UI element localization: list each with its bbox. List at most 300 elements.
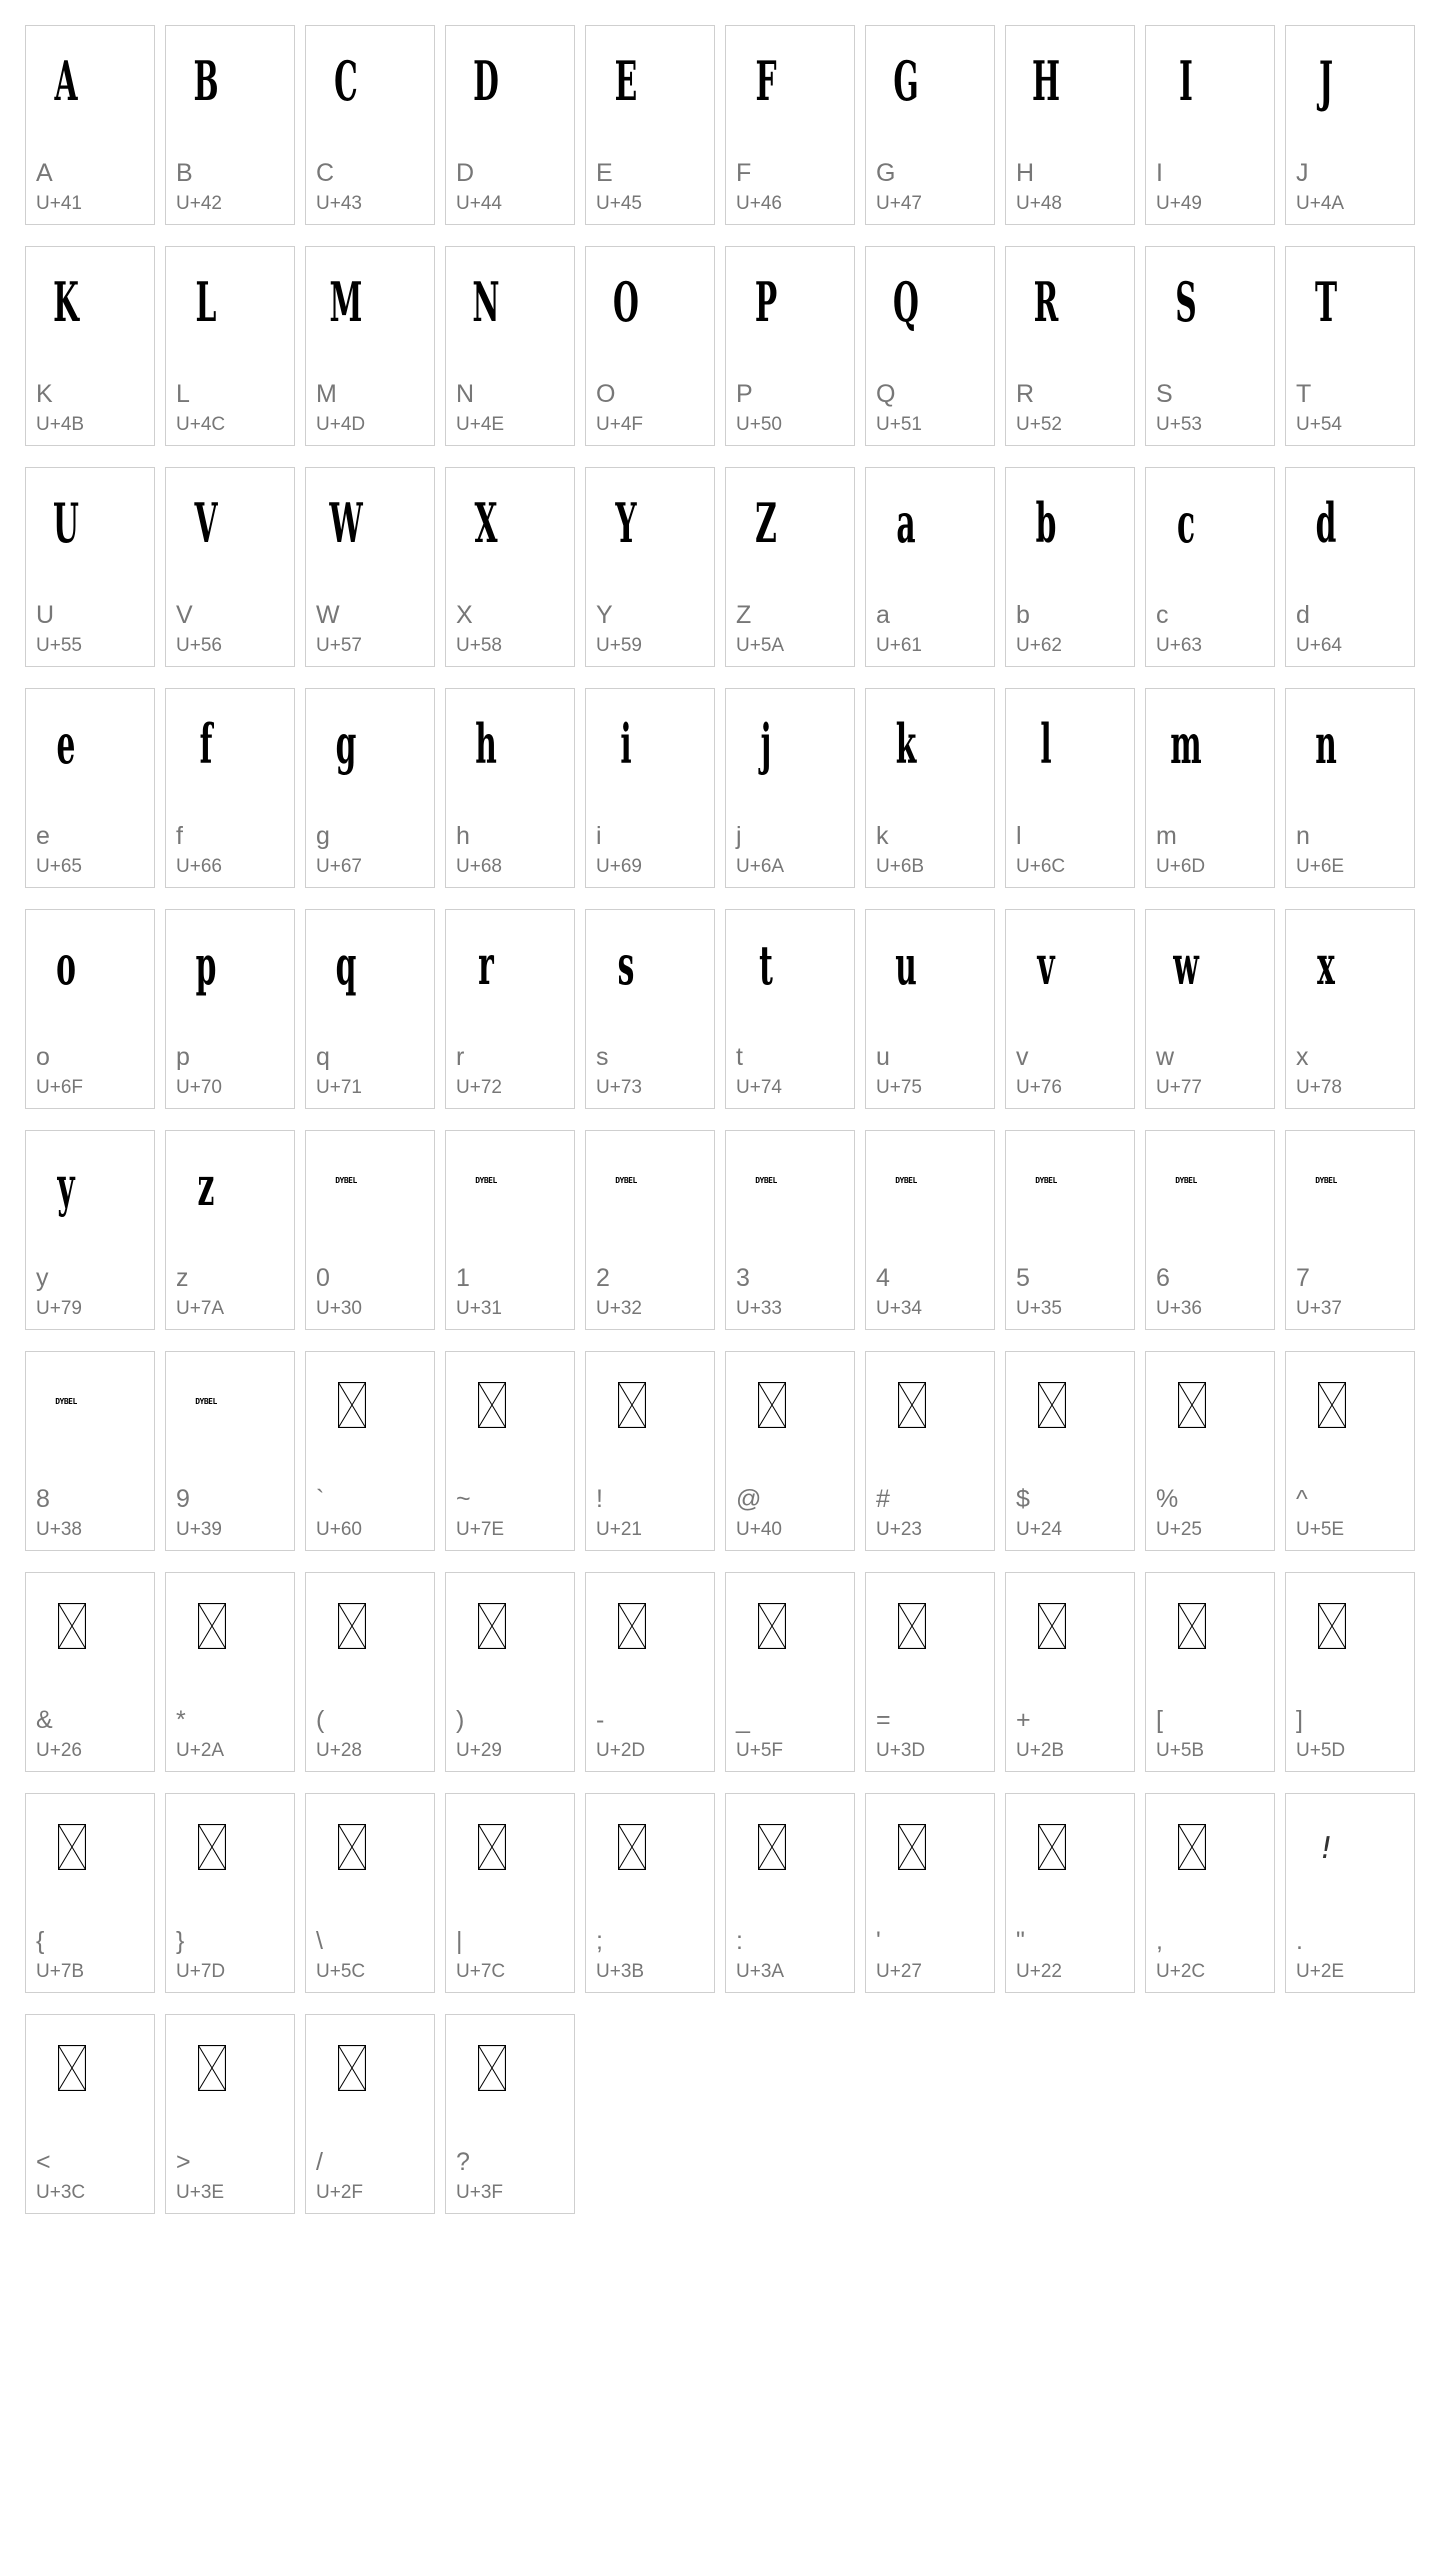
glyph-character-label: ?	[456, 2148, 470, 2176]
glyph-cell-u3e	[165, 2014, 295, 2214]
missing-glyph-icon	[338, 1382, 366, 1428]
glyph-codepoint-label: U+33	[736, 1298, 782, 1319]
glyph-character-label: H	[1016, 159, 1035, 187]
glyph-cell-u5b	[1145, 1572, 1275, 1772]
glyph-character-label: X	[456, 601, 473, 629]
glyph-character-label: {	[36, 1927, 45, 1955]
glyph-character-label: |	[456, 1927, 463, 1955]
glyph-codepoint-label: U+79	[36, 1298, 82, 1319]
glyph-character-label: \	[316, 1927, 323, 1955]
glyph-character-label: A	[36, 159, 53, 187]
glyph-character-label: 6	[1156, 1264, 1170, 1292]
missing-glyph-icon	[618, 1824, 646, 1870]
glyph-codepoint-label: U+2F	[316, 2182, 363, 2203]
glyph-cell-u6c	[1005, 688, 1135, 888]
glyph-character-label: =	[876, 1706, 891, 1734]
glyph-character-label: a	[876, 601, 890, 629]
glyph-codepoint-label: U+4C	[176, 414, 226, 435]
glyph-preview: !	[1316, 1831, 1336, 1866]
glyph-codepoint-label: U+22	[1016, 1961, 1062, 1982]
glyph-character-label: Q	[876, 380, 896, 408]
glyph-codepoint-label: U+31	[456, 1298, 502, 1319]
missing-glyph-icon	[1178, 1824, 1206, 1870]
glyph-cell-u38	[25, 1351, 155, 1551]
glyph-character-label: u	[876, 1043, 890, 1071]
glyph-preview: Z	[755, 491, 777, 555]
glyph-cell-u22	[1005, 1793, 1135, 1993]
glyph-cell-u69	[585, 688, 715, 888]
glyph-codepoint-label: U+49	[1156, 193, 1202, 214]
glyph-cell-u6a	[725, 688, 855, 888]
glyph-codepoint-label: U+7E	[456, 1519, 505, 1540]
glyph-preview: DYBEL	[1315, 1176, 1337, 1185]
glyph-codepoint-label: U+5E	[1296, 1519, 1345, 1540]
glyph-codepoint-label: U+7D	[176, 1961, 226, 1982]
glyph-codepoint-label: U+23	[876, 1519, 922, 1540]
glyph-preview: s	[617, 933, 635, 997]
missing-glyph-icon	[1318, 1382, 1346, 1428]
glyph-codepoint-label: U+64	[1296, 635, 1342, 656]
glyph-cell-u51	[865, 246, 995, 446]
glyph-codepoint-label: U+4E	[456, 414, 505, 435]
glyph-codepoint-label: U+2B	[1016, 1740, 1065, 1761]
glyph-character-label: V	[176, 601, 193, 629]
glyph-character-label: q	[316, 1043, 330, 1071]
missing-glyph-icon	[1178, 1603, 1206, 1649]
glyph-cell-u75	[865, 909, 995, 1109]
glyph-cell-u32	[585, 1130, 715, 1330]
glyph-cell-u66	[165, 688, 295, 888]
missing-glyph-icon	[1038, 1824, 1066, 1870]
glyph-codepoint-label: U+28	[316, 1740, 362, 1761]
glyph-character-label: 9	[176, 1485, 190, 1513]
glyph-preview: e	[56, 712, 76, 776]
glyph-character-label: m	[1156, 822, 1177, 850]
glyph-codepoint-label: U+4A	[1296, 193, 1345, 214]
glyph-codepoint-label: U+75	[876, 1077, 922, 1098]
glyph-cell-u21	[585, 1351, 715, 1551]
glyph-cell-u35	[1005, 1130, 1135, 1330]
glyph-cell-u56	[165, 467, 295, 667]
glyph-cell-u5c	[305, 1793, 435, 1993]
glyph-cell-u72	[445, 909, 575, 1109]
glyph-cell-u2b	[1005, 1572, 1135, 1772]
glyph-codepoint-label: U+42	[176, 193, 222, 214]
glyph-cell-u4e	[445, 246, 575, 446]
glyph-codepoint-label: U+2C	[1156, 1961, 1206, 1982]
glyph-codepoint-label: U+6F	[36, 1077, 83, 1098]
glyph-preview: P	[754, 270, 778, 334]
glyph-cell-u55	[25, 467, 155, 667]
glyph-codepoint-label: U+55	[36, 635, 82, 656]
glyph-cell-u30	[305, 1130, 435, 1330]
missing-glyph-icon	[898, 1603, 926, 1649]
glyph-preview: L	[195, 270, 217, 334]
glyph-cell-u41	[25, 25, 155, 225]
glyph-cell-u52	[1005, 246, 1135, 446]
glyph-codepoint-label: U+65	[36, 856, 82, 877]
glyph-cell-u2d	[585, 1572, 715, 1772]
missing-glyph-icon	[898, 1382, 926, 1428]
glyph-character-label: &	[36, 1706, 53, 1734]
glyph-preview: B	[193, 49, 219, 113]
glyph-character-label: %	[1156, 1485, 1179, 1513]
glyph-cell-u3f	[445, 2014, 575, 2214]
glyph-preview: V	[194, 491, 218, 555]
glyph-cell-u57	[305, 467, 435, 667]
glyph-preview: M	[329, 270, 363, 334]
glyph-preview: p	[195, 933, 217, 997]
glyph-preview: K	[53, 270, 79, 334]
glyph-codepoint-label: U+71	[316, 1077, 362, 1098]
missing-glyph-icon	[338, 1824, 366, 1870]
glyph-character-label: @	[736, 1485, 762, 1513]
glyph-preview: k	[895, 712, 917, 776]
glyph-cell-u40	[725, 1351, 855, 1551]
glyph-codepoint-label: U+73	[596, 1077, 642, 1098]
glyph-character-label: c	[1156, 601, 1169, 629]
glyph-cell-u58	[445, 467, 575, 667]
glyph-codepoint-label: U+51	[876, 414, 922, 435]
glyph-codepoint-label: U+38	[36, 1519, 82, 1540]
glyph-cell-u7c	[445, 1793, 575, 1993]
glyph-character-label: +	[1016, 1706, 1031, 1734]
glyph-preview: a	[896, 491, 916, 555]
glyph-character-label: L	[176, 380, 190, 408]
glyph-codepoint-label: U+70	[176, 1077, 222, 1098]
glyph-character-label: D	[456, 159, 475, 187]
glyph-codepoint-label: U+35	[1016, 1298, 1062, 1319]
glyph-codepoint-label: U+50	[736, 414, 782, 435]
glyph-codepoint-label: U+5C	[316, 1961, 366, 1982]
glyph-cell-u49	[1145, 25, 1275, 225]
glyph-preview: i	[620, 712, 632, 776]
glyph-cell-u28	[305, 1572, 435, 1772]
glyph-cell-u44	[445, 25, 575, 225]
glyph-codepoint-label: U+67	[316, 856, 362, 877]
glyph-character-label: (	[316, 1706, 325, 1734]
glyph-cell-u6b	[865, 688, 995, 888]
glyph-preview: D	[473, 49, 499, 113]
glyph-character-label: )	[456, 1706, 465, 1734]
glyph-cell-u64	[1285, 467, 1415, 667]
glyph-preview: m	[1170, 712, 1202, 776]
glyph-character-label: F	[736, 159, 752, 187]
glyph-character-label: r	[456, 1043, 465, 1071]
glyph-preview: I	[1179, 49, 1193, 113]
glyph-cell-u67	[305, 688, 435, 888]
glyph-codepoint-label: U+6B	[876, 856, 925, 877]
glyph-character-label: ^	[1296, 1485, 1308, 1513]
glyph-codepoint-label: U+7B	[36, 1961, 85, 1982]
glyph-codepoint-label: U+27	[876, 1961, 922, 1982]
glyph-preview: DYBEL	[1175, 1176, 1197, 1185]
glyph-cell-u7a	[165, 1130, 295, 1330]
glyph-character-label: h	[456, 822, 470, 850]
glyph-preview: A	[54, 49, 78, 113]
glyph-codepoint-label: U+63	[1156, 635, 1202, 656]
glyph-character-label: p	[176, 1043, 190, 1071]
glyph-character-label: 5	[1016, 1264, 1030, 1292]
glyph-cell-u6d	[1145, 688, 1275, 888]
glyph-character-label: G	[876, 159, 896, 187]
glyph-codepoint-label: U+7C	[456, 1961, 506, 1982]
glyph-codepoint-label: U+45	[596, 193, 642, 214]
glyph-cell-u3d	[865, 1572, 995, 1772]
glyph-codepoint-label: U+5F	[736, 1740, 783, 1761]
glyph-preview: E	[614, 49, 638, 113]
glyph-cell-u25	[1145, 1351, 1275, 1551]
glyph-codepoint-label: U+40	[736, 1519, 782, 1540]
glyph-cell-u2a	[165, 1572, 295, 1772]
glyph-cell-u4f	[585, 246, 715, 446]
glyph-character-label: B	[176, 159, 193, 187]
glyph-codepoint-label: U+3C	[36, 2182, 86, 2203]
glyph-character-label: !	[596, 1485, 603, 1513]
glyph-character-label: t	[736, 1043, 743, 1071]
glyph-cell-u43	[305, 25, 435, 225]
glyph-cell-u3b	[585, 1793, 715, 1993]
glyph-preview: DYBEL	[55, 1397, 77, 1406]
glyph-cell-u46	[725, 25, 855, 225]
glyph-cell-u73	[585, 909, 715, 1109]
missing-glyph-icon	[758, 1382, 786, 1428]
glyph-character-label: ,	[1156, 1927, 1163, 1955]
glyph-character-label: 7	[1296, 1264, 1310, 1292]
glyph-cell-u63	[1145, 467, 1275, 667]
glyph-cell-u47	[865, 25, 995, 225]
missing-glyph-icon	[1038, 1382, 1066, 1428]
glyph-preview: r	[478, 933, 494, 997]
glyph-preview: w	[1173, 933, 1199, 997]
glyph-preview: DYBEL	[335, 1176, 357, 1185]
glyph-cell-u74	[725, 909, 855, 1109]
glyph-cell-u42	[165, 25, 295, 225]
glyph-character-label: 8	[36, 1485, 50, 1513]
glyph-codepoint-label: U+78	[1296, 1077, 1342, 1098]
glyph-codepoint-label: U+2A	[176, 1740, 225, 1761]
glyph-codepoint-label: U+53	[1156, 414, 1202, 435]
glyph-character-label: #	[876, 1485, 890, 1513]
missing-glyph-icon	[758, 1603, 786, 1649]
glyph-preview: v	[1037, 933, 1055, 997]
glyph-cell-u5e	[1285, 1351, 1415, 1551]
glyph-character-label: U	[36, 601, 55, 629]
glyph-character-label: z	[176, 1264, 189, 1292]
glyph-cell-u76	[1005, 909, 1135, 1109]
missing-glyph-icon	[58, 2045, 86, 2091]
glyph-codepoint-label: U+46	[736, 193, 782, 214]
glyph-character-label: y	[36, 1264, 49, 1292]
glyph-character-label: s	[596, 1043, 609, 1071]
missing-glyph-icon	[338, 2045, 366, 2091]
glyph-codepoint-label: U+3D	[876, 1740, 926, 1761]
glyph-codepoint-label: U+2E	[1296, 1961, 1345, 1982]
glyph-cell-u26	[25, 1572, 155, 1772]
glyph-codepoint-label: U+29	[456, 1740, 502, 1761]
glyph-preview: l	[1040, 712, 1052, 776]
glyph-cell-u37	[1285, 1130, 1415, 1330]
glyph-cell-u2f	[305, 2014, 435, 2214]
glyph-preview: G	[893, 49, 919, 113]
glyph-cell-u3a	[725, 1793, 855, 1993]
glyph-cell-u33	[725, 1130, 855, 1330]
glyph-character-label: I	[1156, 159, 1163, 187]
glyph-cell-u7b	[25, 1793, 155, 1993]
glyph-character-label: K	[36, 380, 53, 408]
missing-glyph-icon	[1178, 1382, 1206, 1428]
glyph-character-label: x	[1296, 1043, 1309, 1071]
glyph-character-label: E	[596, 159, 613, 187]
glyph-preview: DYBEL	[1035, 1176, 1057, 1185]
glyph-preview: h	[475, 712, 497, 776]
glyph-character-label: '	[876, 1927, 881, 1955]
glyph-preview: DYBEL	[895, 1176, 917, 1185]
glyph-codepoint-label: U+68	[456, 856, 502, 877]
glyph-character-label: M	[316, 380, 337, 408]
glyph-preview: C	[334, 49, 358, 113]
glyph-character-label: $	[1016, 1485, 1030, 1513]
glyph-codepoint-label: U+58	[456, 635, 502, 656]
glyph-character-label: ;	[596, 1927, 603, 1955]
glyph-codepoint-label: U+3F	[456, 2182, 503, 2203]
glyph-preview: Y	[615, 491, 637, 555]
glyph-character-label: 2	[596, 1264, 610, 1292]
glyph-cell-u7e	[445, 1351, 575, 1551]
glyph-cell-u36	[1145, 1130, 1275, 1330]
glyph-character-label: >	[176, 2148, 191, 2176]
glyph-character-label: 1	[456, 1264, 470, 1292]
glyph-cell-u27	[865, 1793, 995, 1993]
glyph-character-label: 4	[876, 1264, 890, 1292]
glyph-codepoint-label: U+5D	[1296, 1740, 1346, 1761]
missing-glyph-icon	[198, 1824, 226, 1870]
glyph-character-label: S	[1156, 380, 1173, 408]
missing-glyph-icon	[478, 1603, 506, 1649]
missing-glyph-icon	[58, 1603, 86, 1649]
glyph-character-label: Y	[596, 601, 613, 629]
missing-glyph-icon	[478, 2045, 506, 2091]
glyph-codepoint-label: U+7A	[176, 1298, 225, 1319]
glyph-character-label: :	[736, 1927, 743, 1955]
glyph-preview: S	[1175, 270, 1197, 334]
glyph-codepoint-label: U+24	[1016, 1519, 1062, 1540]
glyph-character-label: b	[1016, 601, 1030, 629]
glyph-character-label: Z	[736, 601, 752, 629]
glyph-preview: N	[472, 270, 500, 334]
glyph-preview: z	[197, 1154, 215, 1218]
glyph-preview: DYBEL	[755, 1176, 777, 1185]
missing-glyph-icon	[58, 1824, 86, 1870]
glyph-preview: x	[1317, 933, 1335, 997]
glyph-character-label: o	[36, 1043, 50, 1071]
glyph-character-label: J	[1296, 159, 1309, 187]
glyph-cell-u70	[165, 909, 295, 1109]
glyph-preview: c	[1176, 491, 1196, 555]
glyph-preview: j	[760, 712, 772, 776]
missing-glyph-icon	[338, 1603, 366, 1649]
glyph-codepoint-label: U+77	[1156, 1077, 1202, 1098]
glyph-character-label: -	[596, 1706, 605, 1734]
glyph-cell-u5d	[1285, 1572, 1415, 1772]
glyph-cell-u39	[165, 1351, 295, 1551]
glyph-preview: O	[613, 270, 639, 334]
glyph-character-label: d	[1296, 601, 1310, 629]
glyph-preview: DYBEL	[615, 1176, 637, 1185]
glyph-codepoint-label: U+56	[176, 635, 222, 656]
missing-glyph-icon	[618, 1603, 646, 1649]
glyph-preview: U	[53, 491, 79, 555]
glyph-codepoint-label: U+4B	[36, 414, 85, 435]
glyph-preview: g	[335, 712, 357, 776]
glyph-character-label: [	[1156, 1706, 1163, 1734]
glyph-character-label: ~	[456, 1485, 471, 1513]
glyph-cell-u71	[305, 909, 435, 1109]
glyph-character-label: *	[176, 1706, 186, 1734]
glyph-cell-u24	[1005, 1351, 1135, 1551]
glyph-codepoint-label: U+3E	[176, 2182, 225, 2203]
glyph-cell-u31	[445, 1130, 575, 1330]
glyph-character-label: i	[596, 822, 602, 850]
glyph-cell-u78	[1285, 909, 1415, 1109]
glyph-codepoint-label: U+5B	[1156, 1740, 1205, 1761]
glyph-codepoint-label: U+39	[176, 1519, 222, 1540]
glyph-preview: R	[1033, 270, 1059, 334]
glyph-codepoint-label: U+3B	[596, 1961, 645, 1982]
glyph-codepoint-label: U+60	[316, 1519, 362, 1540]
missing-glyph-icon	[898, 1824, 926, 1870]
glyph-codepoint-label: U+3A	[736, 1961, 785, 1982]
glyph-character-label: 0	[316, 1264, 330, 1292]
glyph-preview: F	[755, 49, 777, 113]
glyph-preview: d	[1315, 491, 1337, 555]
glyph-character-label: /	[316, 2148, 323, 2176]
glyph-character-label: w	[1156, 1043, 1175, 1071]
glyph-codepoint-label: U+37	[1296, 1298, 1342, 1319]
glyph-character-label: v	[1016, 1043, 1029, 1071]
glyph-character-label: }	[176, 1927, 185, 1955]
glyph-codepoint-label: U+5A	[736, 635, 785, 656]
missing-glyph-icon	[478, 1382, 506, 1428]
glyph-preview: DYBEL	[195, 1397, 217, 1406]
missing-glyph-icon	[198, 1603, 226, 1649]
glyph-codepoint-label: U+26	[36, 1740, 82, 1761]
glyph-character-label: 3	[736, 1264, 750, 1292]
glyph-cell-u5a	[725, 467, 855, 667]
glyph-cell-u61	[865, 467, 995, 667]
glyph-codepoint-label: U+69	[596, 856, 642, 877]
glyph-character-label: n	[1296, 822, 1310, 850]
glyph-cell-u59	[585, 467, 715, 667]
glyph-codepoint-label: U+21	[596, 1519, 642, 1540]
glyph-character-label: R	[1016, 380, 1035, 408]
glyph-preview: u	[895, 933, 917, 997]
glyph-cell-u2c	[1145, 1793, 1275, 1993]
glyph-character-label: N	[456, 380, 475, 408]
glyph-character-label: ]	[1296, 1706, 1303, 1734]
glyph-preview: f	[199, 712, 213, 776]
glyph-character-label: T	[1296, 380, 1312, 408]
glyph-character-label: g	[316, 822, 330, 850]
glyph-character-label: f	[176, 822, 183, 850]
glyph-preview: J	[1318, 49, 1334, 113]
glyph-preview: n	[1315, 712, 1337, 776]
glyph-codepoint-label: U+2D	[596, 1740, 646, 1761]
glyph-cell-u3c	[25, 2014, 155, 2214]
glyph-cell-u4d	[305, 246, 435, 446]
glyph-preview: T	[1314, 270, 1338, 334]
glyph-preview: Q	[893, 270, 919, 334]
